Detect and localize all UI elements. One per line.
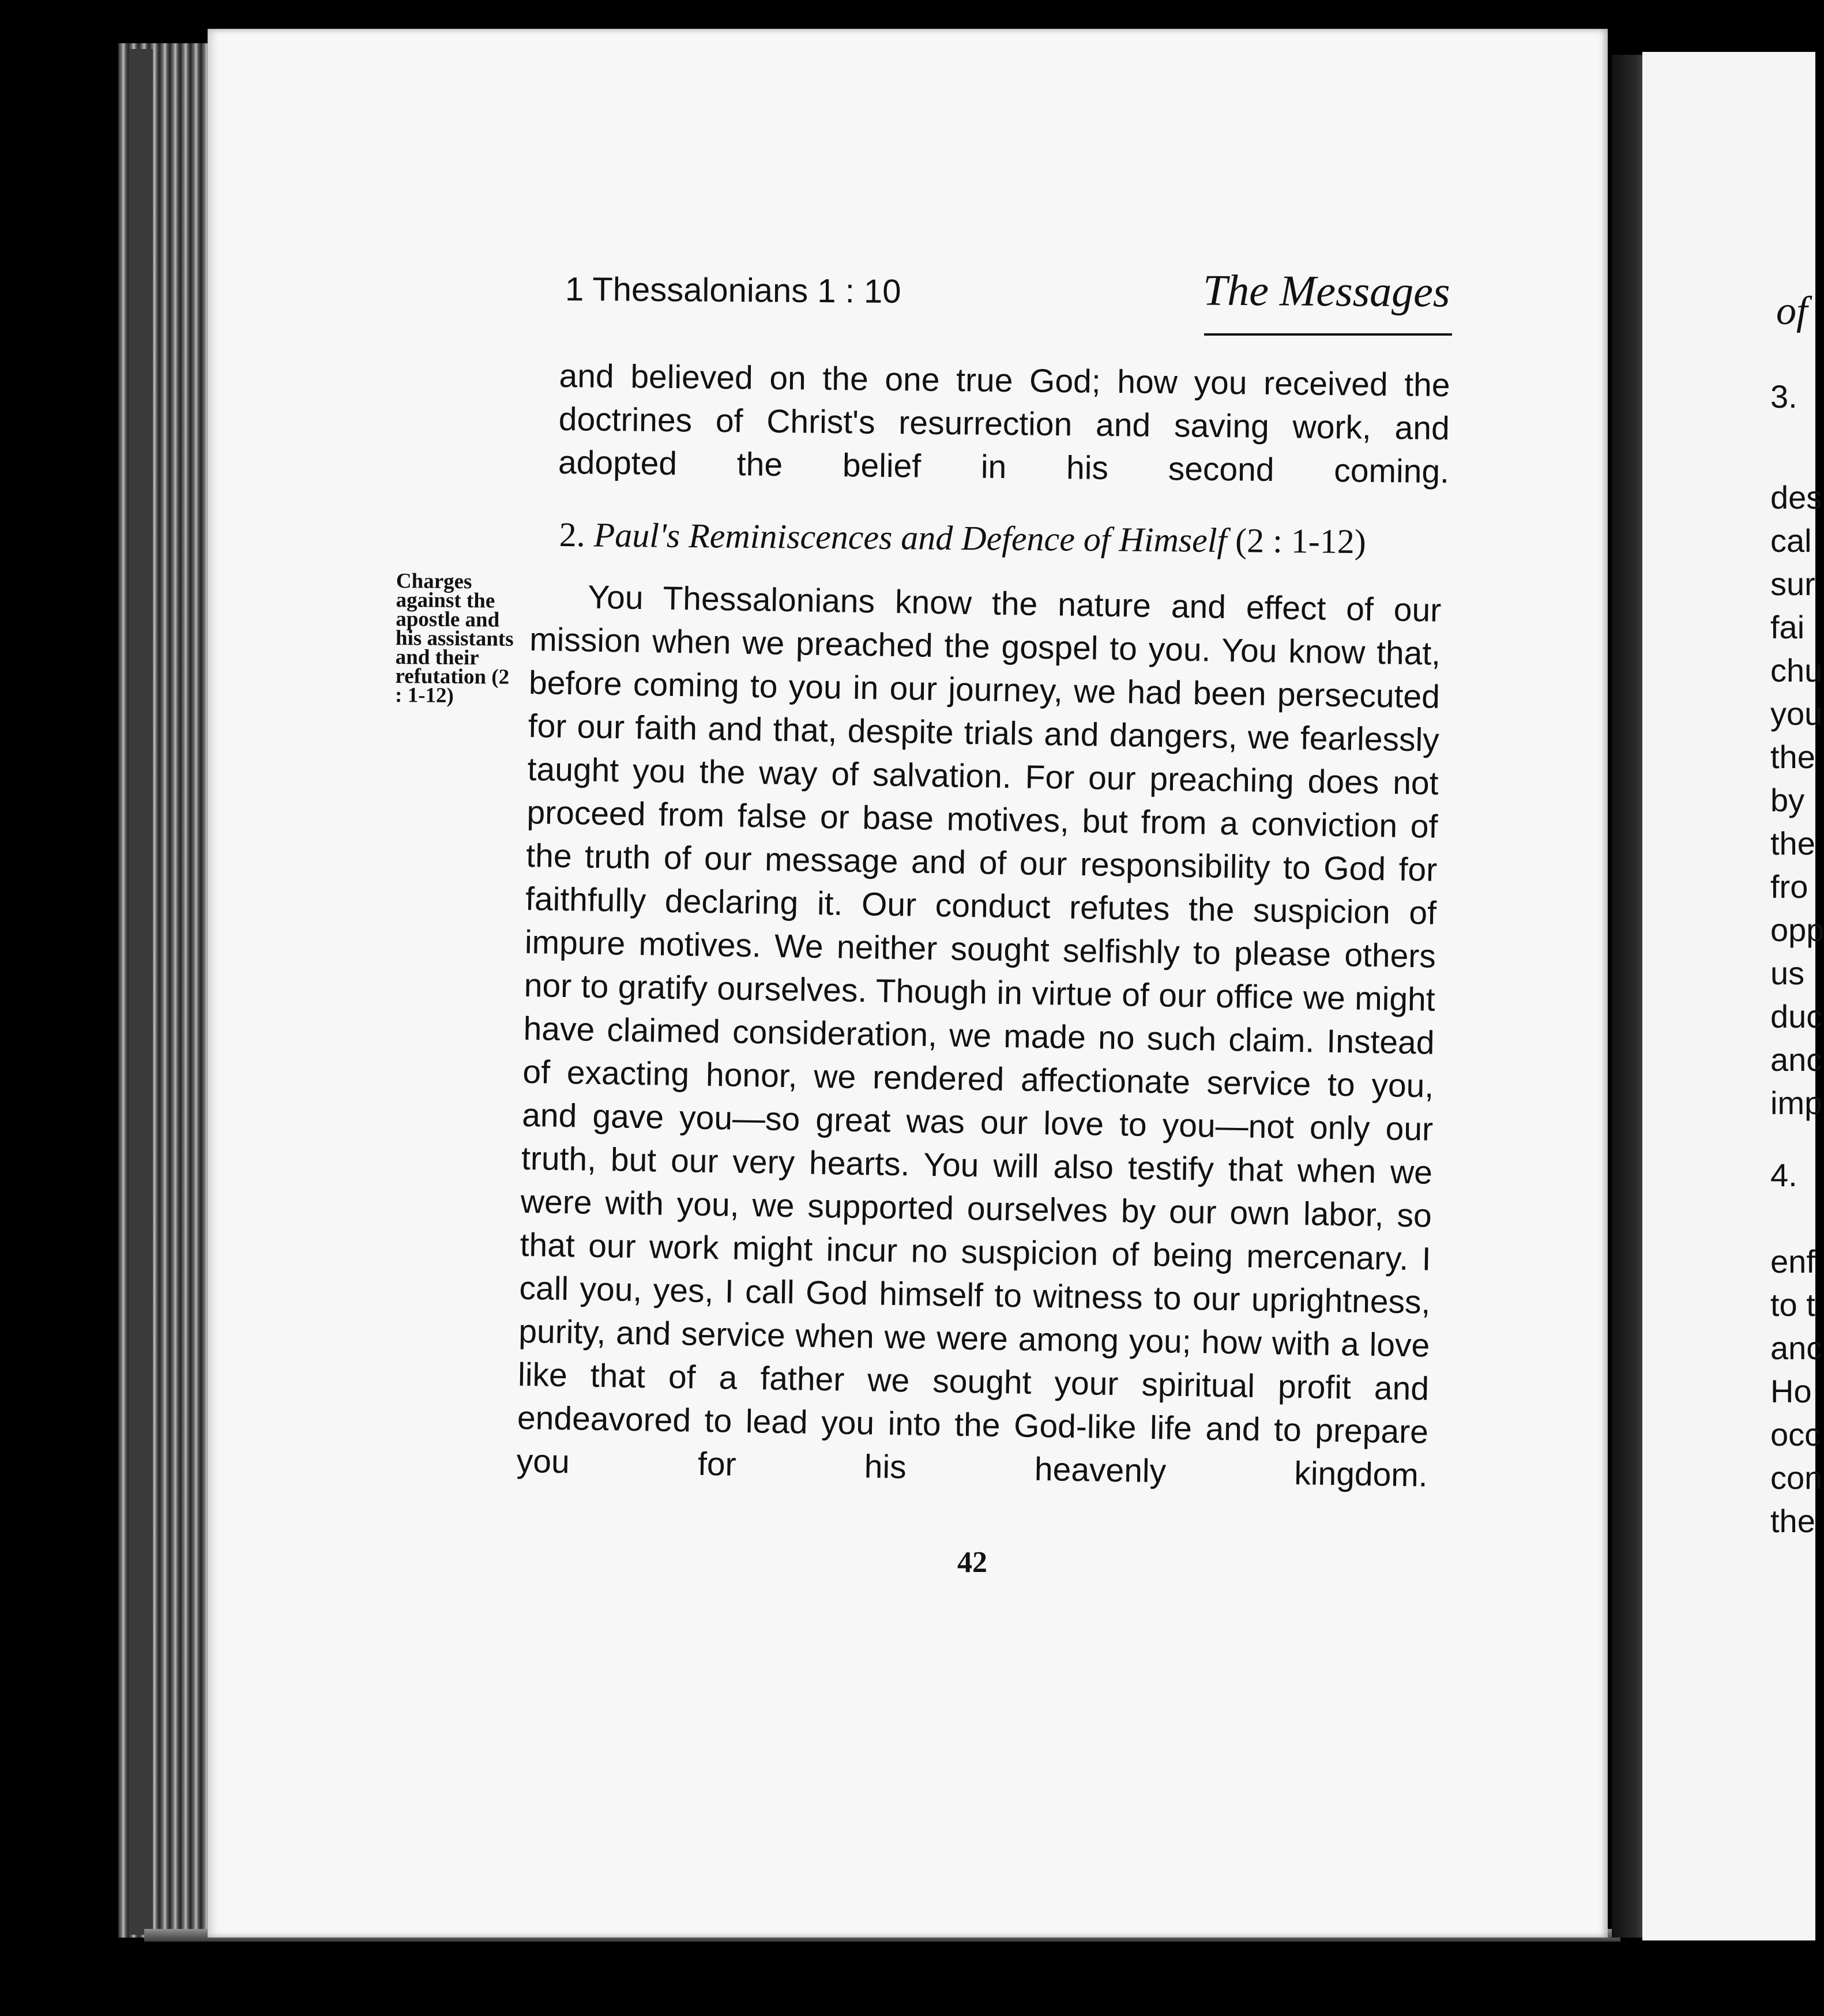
paragraph-main: You Thessalonians know the nature and effect of our mission when we preached the gospel to you. You know that, before coming to you in our journey, we had been persecuted for our faith and that, despite trials and dangers, we fearlessly taught you the way of salvation. For our preaching does not proceed from false or base motives, but from a conviction of the truth of our message and of our responsibility to God for faithfully declaring it. Our conduct refutes the suspicion of impure motives. We neither sought selfishly to please others nor to gratify ourselves. Though in virtue of our office we might have claimed consideration, we made no such claim. Instead of exacting honor, we rendered affectionate service to you, and gave you—so great was our love to you—not only our truth, but our very hearts. You will also testify that when we were with you, we supported ourselves by our own labor, so that our work might incur no suspicion of being mercenary. I call you, yes, I call God himself to witness to our uprightness, purity, and service when we were among you; how with a love like that of a father we sought your spiritual profit and endeavored to lead you into the God-like life and to prepare you for his heavenly kingdom. (516, 578, 1442, 1494)
adjacent-page (1642, 52, 1815, 1940)
adjacent-line: con (1770, 1460, 1823, 1496)
adjacent-line: enf (1770, 1243, 1815, 1280)
adjacent-line: fro (1770, 868, 1808, 905)
section-heading (559, 515, 1450, 562)
running-head-left: 1 Thessalonians 1 : 10 (565, 270, 901, 311)
adjacent-line: the (1770, 739, 1815, 775)
section-title: Paul's Reminiscences and Defence of Himself (593, 516, 1227, 560)
header-rule (1204, 333, 1452, 336)
adjacent-running-head: of (1776, 289, 1808, 333)
adjacent-line: fai (1770, 609, 1805, 645)
adjacent-line: by (1770, 782, 1805, 818)
adjacent-line: 4. (1770, 1157, 1797, 1193)
adjacent-line: chu (1770, 652, 1823, 689)
adjacent-line: 3. (1770, 378, 1797, 415)
adjacent-line: duc (1770, 998, 1823, 1035)
paragraph-continued: and believed on the one true God; how you received the doctrines of Christ's resurrection and saving work, and adopted the belief in his second coming. (558, 357, 1450, 491)
running-head-right: The Messages (1202, 266, 1450, 317)
adjacent-line: the (1770, 1503, 1815, 1539)
adjacent-line: imp (1770, 1085, 1823, 1121)
adjacent-line: cal (1770, 522, 1812, 559)
page-number: 42 (957, 1546, 987, 1579)
section-reference: (2 : 1-12) (1235, 521, 1367, 561)
adjacent-line: Ho (1770, 1373, 1812, 1409)
book-spine-shadow (130, 49, 153, 1935)
adjacent-line: the (1770, 825, 1815, 862)
adjacent-line: opp (1770, 912, 1824, 948)
adjacent-line: occ (1770, 1416, 1821, 1453)
adjacent-line: you (1770, 695, 1823, 732)
margin-note: Charges against the apostle and his assistants and their refutation (2 : 1-12) (394, 569, 514, 708)
adjacent-line: anc (1770, 1041, 1823, 1078)
section-number: 2. (559, 515, 585, 554)
adjacent-line: des (1770, 479, 1823, 516)
adjacent-line: anc (1770, 1330, 1823, 1366)
adjacent-line: to t (1770, 1287, 1815, 1323)
adjacent-line: us (1770, 955, 1805, 991)
adjacent-line: sur (1770, 566, 1815, 602)
